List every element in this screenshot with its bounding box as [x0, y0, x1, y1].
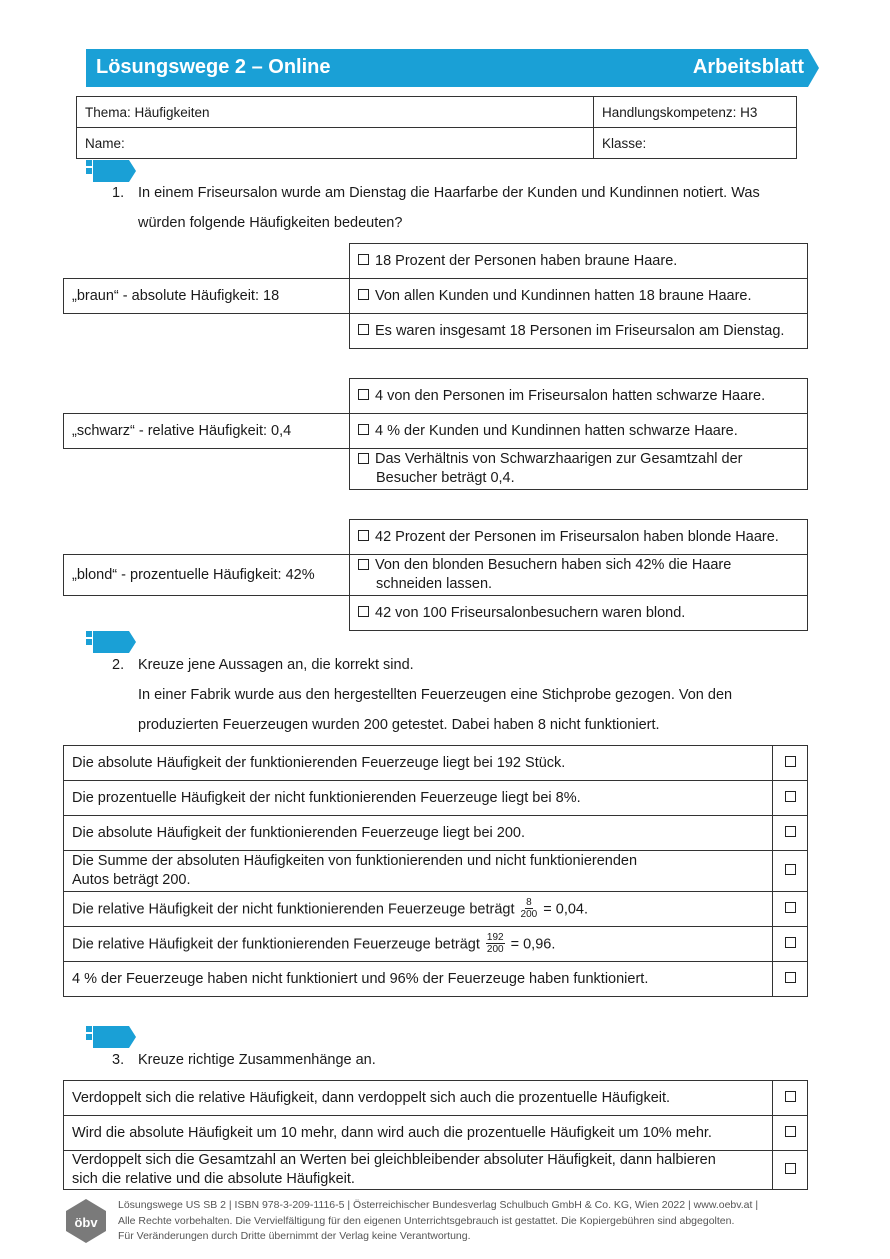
task2-line3: produzierten Feuerzeugen wurden 200 getestet. Dabei haben 8 nicht funktioniert.: [138, 717, 660, 733]
option-item[interactable]: 4 von den Personen im Friseursalon hatten schwarze Haare.: [350, 379, 808, 414]
options-braun: [349, 243, 808, 349]
option-item[interactable]: Von allen Kunden und Kundinnen hatten 18 braune Haare.: [350, 279, 808, 314]
statement-text: Die Summe der absoluten Häufigkeiten von funktionierenden und nicht funktionierenden Autos beträgt 200.: [64, 851, 773, 892]
header-banner: [86, 49, 808, 87]
option-item[interactable]: 42 Prozent der Personen im Friseursalon haben blonde Haare.: [350, 520, 808, 555]
task-marker-1: [86, 160, 136, 182]
checkbox[interactable]: [785, 1126, 796, 1137]
task3-number: 3.: [112, 1052, 125, 1068]
checkbox[interactable]: [358, 289, 369, 300]
checkbox[interactable]: [785, 756, 796, 767]
statement-text: Wird die absolute Häufigkeit um 10 mehr, dann wird auch die prozentuelle Häufigkeit um 10% mehr.: [64, 1116, 773, 1151]
class-field[interactable]: Klasse:: [594, 128, 797, 159]
statement-check[interactable]: [773, 927, 808, 962]
statement-check[interactable]: [773, 1151, 808, 1190]
task2-line2: In einer Fabrik wurde aus den hergestellten Feuerzeugen eine Stichprobe gezogen. Von den: [138, 687, 733, 703]
statement-check[interactable]: [773, 746, 808, 781]
statement-text: Verdoppelt sich die Gesamtzahl an Werten bei gleichbleibender absoluter Häufigkeit, dann halbieren sich die relative und die absolute Häufigkeit.: [64, 1151, 773, 1190]
statement-check[interactable]: [773, 851, 808, 892]
statement-text: Die absolute Häufigkeit der funktionierenden Feuerzeuge liegt bei 200.: [64, 816, 773, 851]
footer-text: [118, 1198, 818, 1245]
checkbox[interactable]: [785, 937, 796, 948]
statement-text: 4 % der Feuerzeuge haben nicht funktioniert und 96% der Feuerzeuge haben funktioniert.: [64, 962, 773, 997]
statement-check[interactable]: [773, 892, 808, 927]
statement-check[interactable]: [773, 816, 808, 851]
statement-text: Die prozentuelle Häufigkeit der nicht funktionierenden Feuerzeuge liegt bei 8%.: [64, 781, 773, 816]
svg-text:öbv: öbv: [74, 1215, 98, 1230]
task-marker-2: [86, 631, 136, 653]
task2-line1: Kreuze jene Aussagen an, die korrekt sind.: [138, 657, 414, 673]
footer-line: Für Veränderungen durch Dritte übernimmt der Verlag keine Verantwortung.: [118, 1230, 471, 1242]
option-item[interactable]: 42 von 100 Friseursalonbesuchern waren blond.: [350, 596, 808, 631]
checkbox[interactable]: [358, 424, 369, 435]
group-label-schwarz: „schwarz“ - relative Häufigkeit: 0,4: [63, 413, 350, 449]
series-title: Lösungswege 2 – Online: [96, 56, 331, 78]
options-schwarz: [349, 378, 808, 490]
name-field[interactable]: Name:: [77, 128, 594, 159]
doc-type: Arbeitsblatt: [692, 56, 804, 78]
statement-check[interactable]: [773, 1116, 808, 1151]
option-item[interactable]: 18 Prozent der Personen haben braune Haare.: [350, 244, 808, 279]
checkbox[interactable]: [358, 254, 369, 265]
checkbox[interactable]: [785, 791, 796, 802]
fraction: $\frac{8}{200}$: [520, 896, 538, 920]
task2-number: 2.: [112, 657, 125, 673]
checkbox[interactable]: [358, 389, 369, 400]
statement-text: Die relative Häufigkeit der nicht funktionierenden Feuerzeuge beträgt $\frac{8}{200}$ = 0,04.: [64, 892, 773, 927]
task3-line1: Kreuze richtige Zusammenhänge an.: [138, 1052, 376, 1068]
checkbox[interactable]: [785, 864, 796, 875]
checkbox[interactable]: [785, 902, 796, 913]
checkbox[interactable]: [785, 1091, 796, 1102]
footer-line: Alle Rechte vorbehalten. Die Vervielfältigung für den eigenen Unterrichtsgebrauch ist gestattet. Die Kopiergebühren sind abgegolten.: [118, 1214, 735, 1227]
task3-statements: [63, 1080, 808, 1190]
task-marker-3: [86, 1026, 136, 1048]
statement-text: Die absolute Häufigkeit der funktionierenden Feuerzeuge liegt bei 192 Stück.: [64, 746, 773, 781]
checkbox[interactable]: [358, 324, 369, 335]
banner-arrow: [808, 49, 819, 87]
options-blond: [349, 519, 808, 631]
checkbox[interactable]: [785, 972, 796, 983]
statement-check[interactable]: [773, 962, 808, 997]
task2-statements: [63, 745, 808, 997]
checkbox[interactable]: [785, 1163, 796, 1174]
group-label-braun: „braun“ - absolute Häufigkeit: 18: [63, 278, 350, 314]
footer-line: Lösungswege US SB 2 | ISBN 978-3-209-1116-5 | Österreichischer Bundesverlag Schulbuch GmbH & Co. KG, Wien 2022 | www.oebv.at |: [118, 1199, 759, 1211]
statement-text: Verdoppelt sich die relative Häufigkeit, dann verdoppelt sich auch die prozentuelle Häufigkeit.: [64, 1081, 773, 1116]
checkbox[interactable]: [358, 453, 369, 464]
statement-check[interactable]: [773, 781, 808, 816]
option-item[interactable]: 4 % der Kunden und Kundinnen hatten schwarze Haare.: [350, 414, 808, 449]
option-item[interactable]: Es waren insgesamt 18 Personen im Friseursalon am Dienstag.: [350, 314, 808, 349]
task1-line1: In einem Friseursalon wurde am Dienstag die Haarfarbe der Kunden und Kundinnen notiert. Was: [138, 185, 760, 201]
oebv-logo: [62, 1197, 110, 1245]
competence-cell: Handlungskompetenz: H3: [594, 97, 797, 128]
checkbox[interactable]: [358, 559, 369, 570]
task1-line2: würden folgende Häufigkeiten bedeuten?: [138, 215, 403, 231]
checkbox[interactable]: [358, 606, 369, 617]
checkbox[interactable]: [358, 530, 369, 541]
group-label-blond: „blond“ - prozentuelle Häufigkeit: 42%: [63, 554, 350, 596]
topic-cell: Thema: Häufigkeiten: [77, 97, 594, 128]
statement-check[interactable]: [773, 1081, 808, 1116]
fraction: $\frac{192}{200}$: [486, 931, 504, 955]
statement-text: Die relative Häufigkeit der funktionierenden Feuerzeuge beträgt $\frac{192}{200}$ = 0,96.: [64, 927, 773, 962]
info-table: [76, 96, 797, 159]
option-item[interactable]: Das Verhältnis von Schwarzhaarigen zur Gesamtzahl der Besucher beträgt 0,4.: [350, 449, 808, 490]
checkbox[interactable]: [785, 826, 796, 837]
option-item[interactable]: Von den blonden Besuchern haben sich 42% die Haare schneiden lassen.: [350, 555, 808, 596]
task1-number: 1.: [112, 185, 125, 201]
